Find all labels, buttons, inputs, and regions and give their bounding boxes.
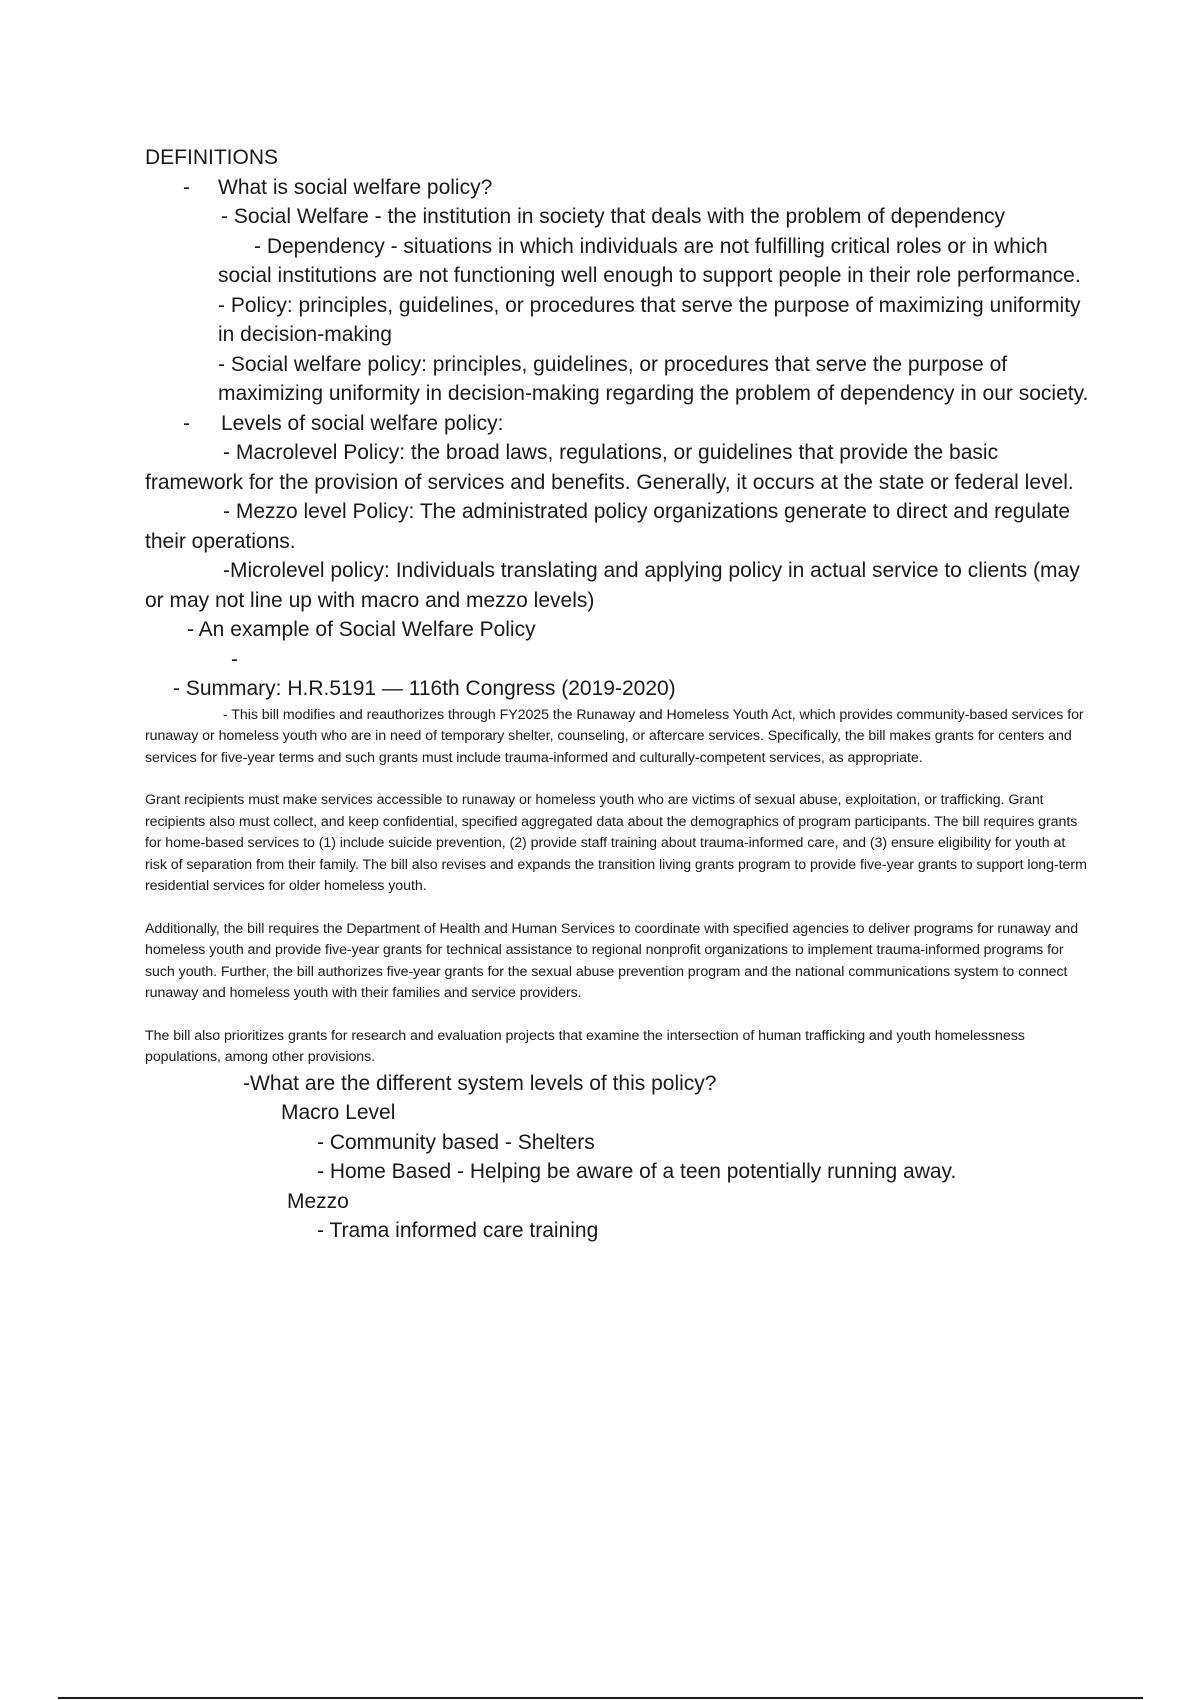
macro-item-home: - Home Based - Helping be aware of a teen potentially running away. [317,1160,957,1183]
macro-item-community: - Community based - Shelters [317,1130,595,1154]
page-title: DEFINITIONS [145,146,279,169]
bullet-dash: - [183,411,190,435]
mezzo-label: Mezzo [287,1189,349,1213]
level-macro: - Macrolevel Policy: the broad laws, regulations, or guidelines that provide the basic framework for the provision of services and benefits. Generally, it occurs at the state or federal level. [145,441,1074,494]
definition-dependency: - Dependency - situations in which individuals are not fulfilling critical roles or in which social institutions are not functioning well enough to support people in their role performance. [218,234,1081,287]
bottom-divider [58,1697,1143,1699]
question-what-is-policy: What is social welfare policy? [218,175,493,199]
bullet-levels [145,409,1090,439]
system-levels-question: -What are the different system levels of this policy? [243,1071,717,1095]
summary-paragraph-4: The bill also prioritizes grants for research and evaluation projects that examine the intersection of human trafficking and youth homelessness populations, among other provisions. [145,1027,1025,1065]
summary-paragraph-1: - This bill modifies and reauthorizes through FY2025 the Runaway and Homeless Youth Act, which provides community-based services for runaway or homeless youth who are in need of temporary shelter, counseling, or aftercare services. Specifically, the bill makes grants for centers and services for five-year terms and such grants must include trauma-informed and culturally-competent services, as appropriate. [145,706,1084,766]
level-mezzo: - Mezzo level Policy: The administrated policy organizations generate to direct and regulate their operations. [145,500,1071,553]
mezzo-item-training: - Trama informed care training [317,1219,599,1242]
document-body [145,143,1090,1246]
summary-paragraph-3: Additionally, the bill requires the Department of Health and Human Services to coordinate with specified agencies to deliver programs for runaway and homeless youth and provide five-year grants for technical assistance to regional nonprofit organizations to implement trauma-informed programs for such youth. Further, the bill authorizes five-year grants for the sexual abuse prevention program and the national communications system to connect runaway and homeless youth with their families and service providers. [145,920,1079,1001]
bullet-dash: - [183,175,190,199]
definition-policy: - Policy: principles, guidelines, or procedures that serve the purpose of maximizing uniformity in decision-making [218,293,1081,346]
bullet-what-is-policy [145,173,1090,203]
level-micro: -Microlevel policy: Individuals translating and applying policy in actual service to clients (may or may not line up with macro and mezzo levels) [145,559,1080,612]
definition-social-welfare-policy: - Social welfare policy: principles, guidelines, or procedures that serve the purpose of maximizing uniformity in decision-making regarding the problem of dependency in our society. [218,352,1089,405]
macro-level-label: Macro Level [281,1101,396,1124]
levels-title: Levels of social welfare policy: [221,411,504,435]
example-heading: - An example of Social Welfare Policy [187,618,536,641]
empty-bullet: - [231,647,238,671]
summary-title: - Summary: H.R.5191 — 116th Congress (2019-2020) [173,677,676,700]
definition-social-welfare: - Social Welfare - the institution in society that deals with the problem of dependency [221,205,1006,228]
summary-paragraph-2: Grant recipients must make services accessible to runaway or homeless youth who are victims of sexual abuse, exploitation, or trafficking. Grant recipients also must collect, and keep confidential, specified aggregated data about the demographics of program participants. The bill requires grants for home-based services to (1) include suicide prevention, (2) provide staff training about trauma-informed care, and (3) ensure eligibility for youth at risk of separation from their family. The bill also revises and expands the transition living grants program to provide five-year grants to support long-term residential services for older homeless youth. [145,792,1087,894]
